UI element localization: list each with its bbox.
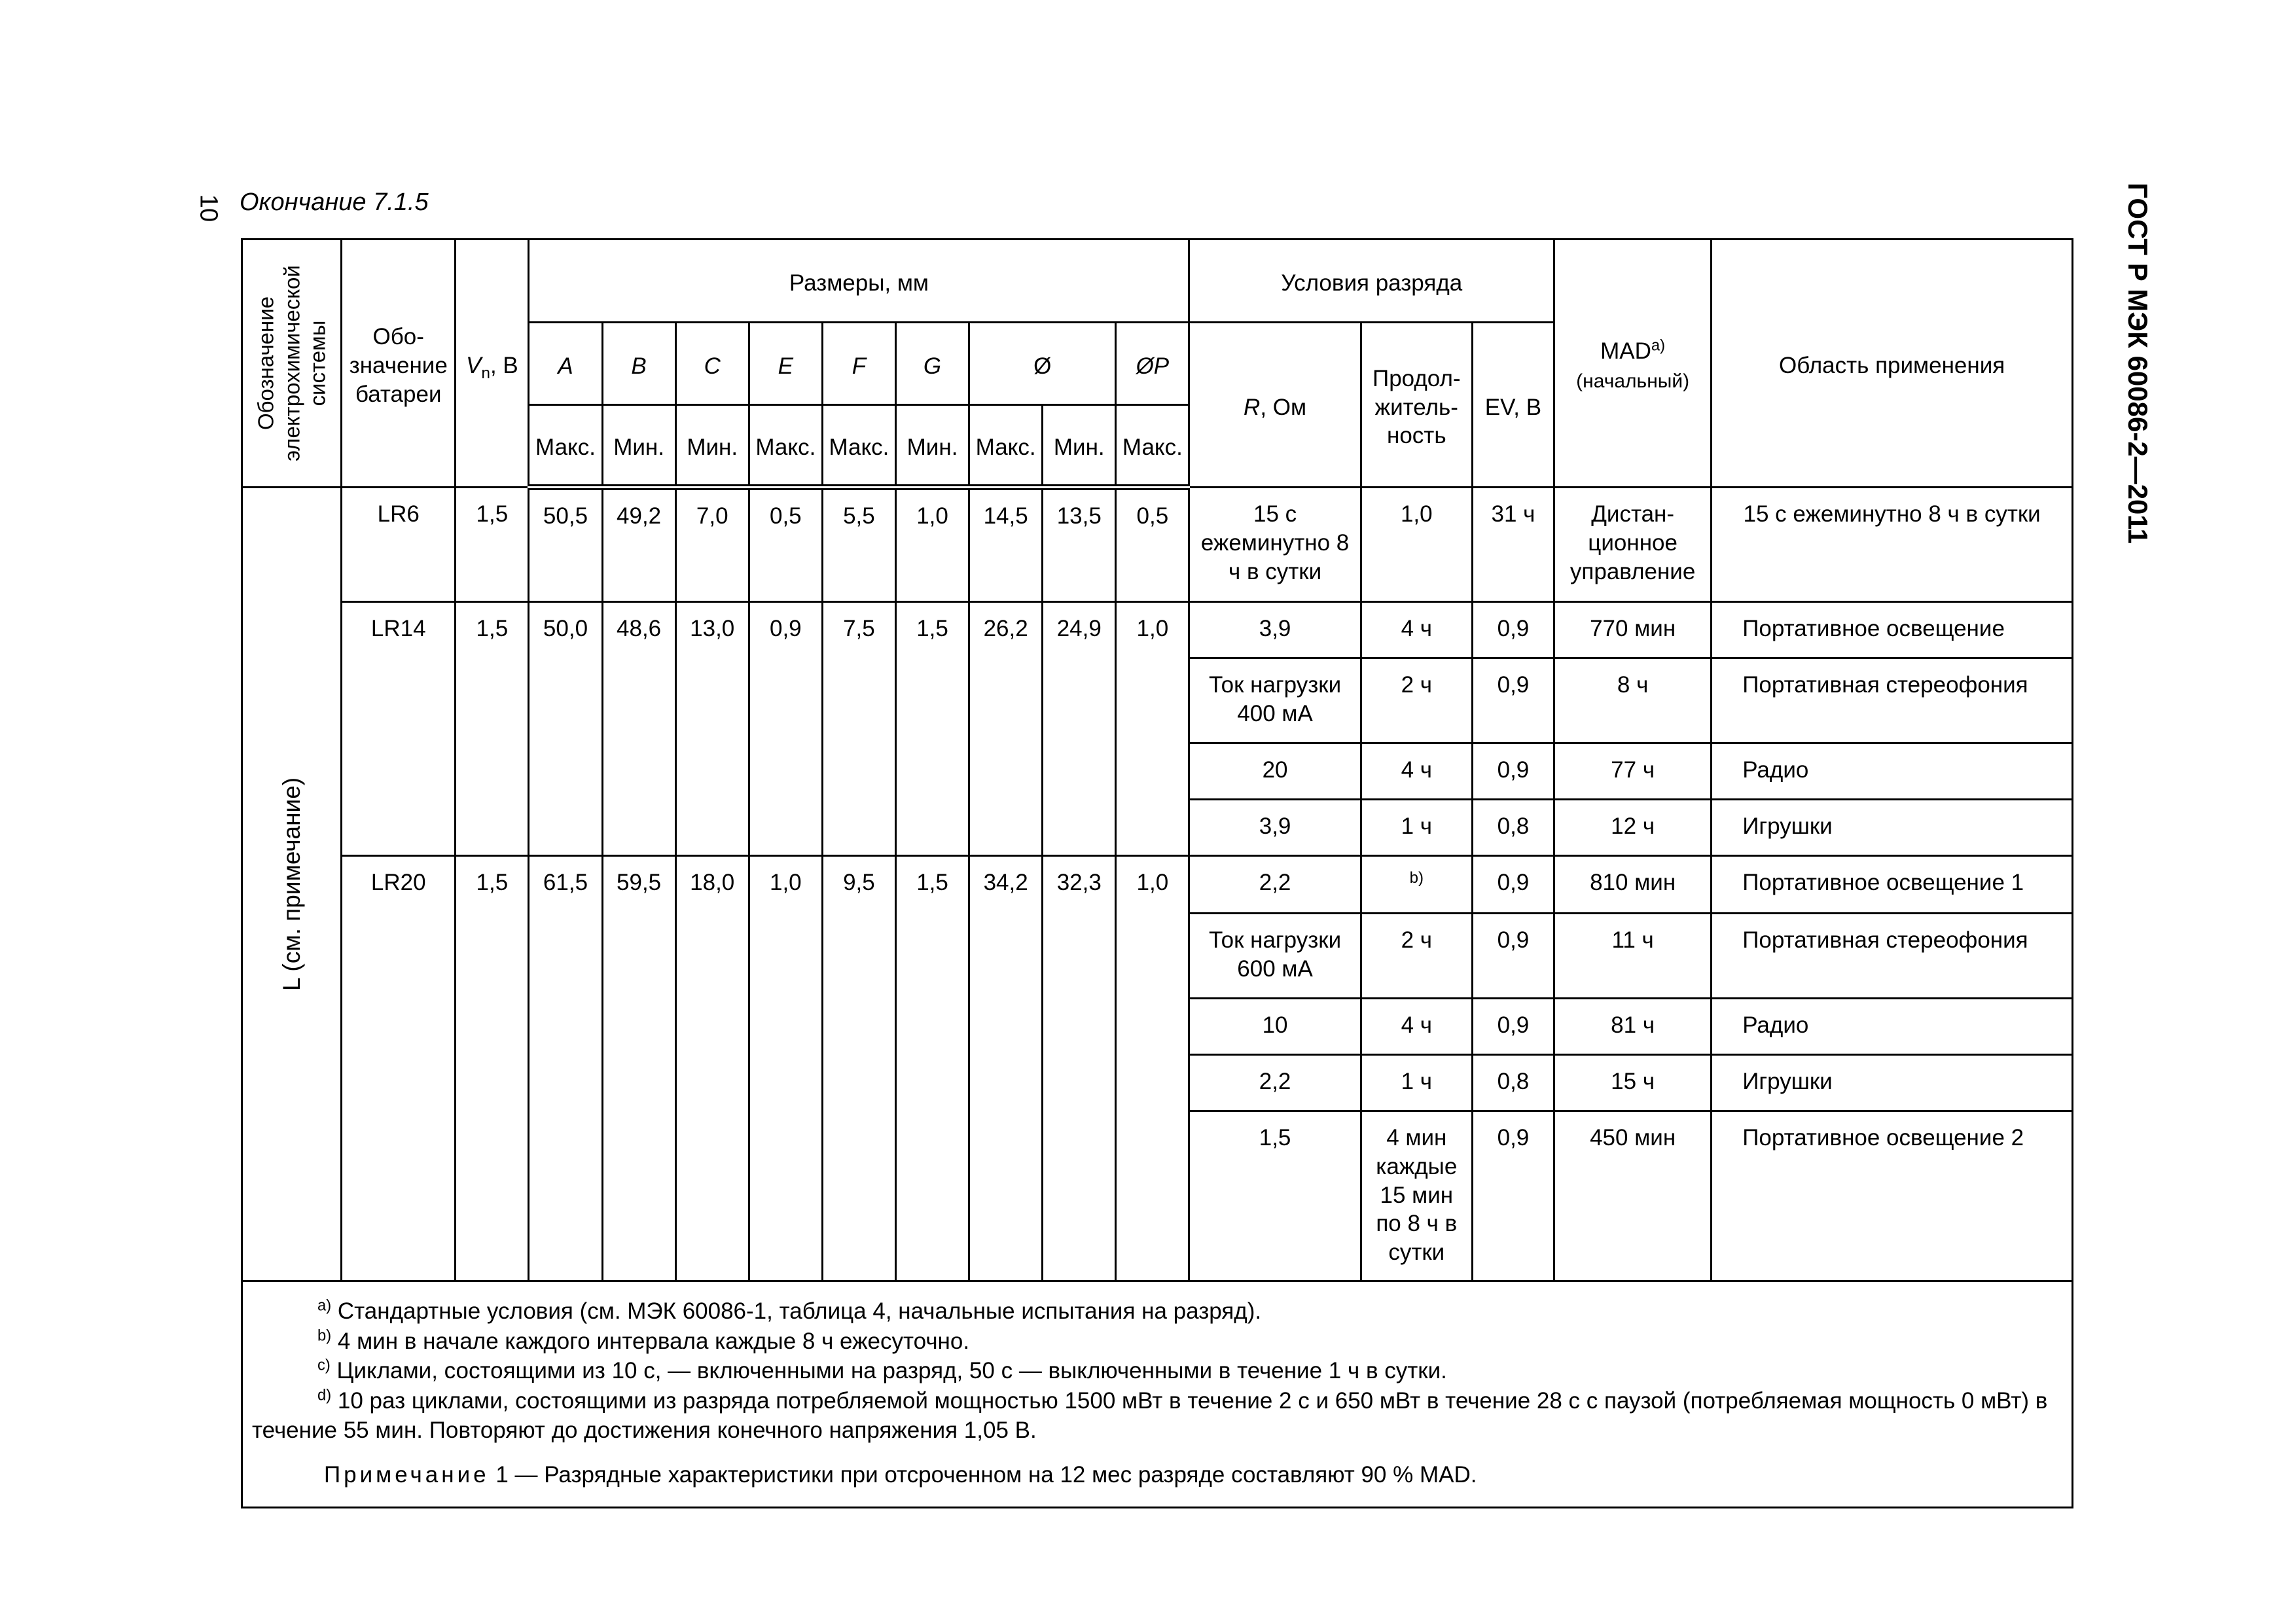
resistance: 2,2 <box>1189 1055 1361 1111</box>
mad-value: 770 мин <box>1554 602 1712 658</box>
resistance: 3,9 <box>1189 800 1361 856</box>
application: Радио <box>1712 743 2073 800</box>
header-limit: Макс. <box>529 405 602 488</box>
system-cell: L (см. примечание) <box>242 488 342 1281</box>
header-limit: Макс. <box>749 405 822 488</box>
mad-value: 450 мин <box>1554 1111 1712 1281</box>
application: Игрушки <box>1712 800 2073 856</box>
header-duration: Продол-житель-ность <box>1361 323 1472 488</box>
footnote: $^{c)}$ Циклами, состоящими из 10 с, — включенными на разряд, 50 с — выключенными в течение 1 ч в сутки. <box>317 1356 1447 1383</box>
header-limit: Мин. <box>1043 405 1116 488</box>
application: Портативная стереофония <box>1712 914 2073 999</box>
application: Портативная стереофония <box>1712 658 2073 743</box>
dim-value: 18,0 <box>675 856 749 1281</box>
mad-value: 12 ч <box>1554 800 1712 856</box>
end-voltage: 0,9 <box>1472 914 1554 999</box>
resistance: 10 <box>1189 999 1361 1055</box>
duration: 2 ч <box>1361 914 1472 999</box>
mad-value: 8 ч <box>1554 658 1712 743</box>
dim-value: 1,5 <box>895 856 969 1281</box>
end-voltage: 31 ч <box>1472 488 1554 602</box>
header-limit: Мин. <box>602 405 675 488</box>
resistance: Ток нагрузки 600 мА <box>1189 914 1361 999</box>
header-limit: Мин. <box>895 405 969 488</box>
dim-value: 7,0 <box>675 488 749 602</box>
mad-value: 77 ч <box>1554 743 1712 800</box>
battery-vn: 1,5 <box>456 602 529 856</box>
dim-value: 13,5 <box>1043 488 1116 602</box>
mad-value: 810 мин <box>1554 856 1712 914</box>
application: Портативное освещение <box>1712 602 2073 658</box>
resistance: 15 с ежеминутно 8 ч в сутки <box>1189 488 1361 602</box>
table-row <box>242 602 2073 658</box>
dim-value: 50,0 <box>529 602 602 856</box>
header-dim-b: B <box>602 323 675 405</box>
dim-value: 1,0 <box>1116 856 1189 1281</box>
end-voltage: 0,9 <box>1472 1111 1554 1281</box>
notes-cell <box>242 1281 2073 1508</box>
duration: 1,0 <box>1361 488 1472 602</box>
header-limit: Макс. <box>1116 405 1189 488</box>
header-limit: Макс. <box>969 405 1043 488</box>
notes-row <box>242 1281 2073 1508</box>
header-ev: EV, В <box>1472 323 1554 488</box>
header-dim-f: F <box>822 323 895 405</box>
footnote: $^{b)}$ 4 мин в начале каждого интервала каждые 8 ч ежесуточно. <box>317 1326 970 1354</box>
duration: 1 ч <box>1361 800 1472 856</box>
application: Портативное освещение 1 <box>1712 856 2073 914</box>
header-r-ohm: R, Ом <box>1189 323 1361 488</box>
resistance: 2,2 <box>1189 856 1361 914</box>
table-row <box>242 488 2073 602</box>
header-limit: Макс. <box>822 405 895 488</box>
application: Радио <box>1712 999 2073 1055</box>
dim-value: 9,5 <box>822 856 895 1281</box>
dim-value: 1,5 <box>895 602 969 856</box>
continuation-title: Окончание 7.1.5 <box>240 188 429 216</box>
header-vn: $V_n$, В <box>456 240 529 488</box>
header-mad: MAD$^{a)}$ (начальный) <box>1554 240 1712 488</box>
dim-value: 0,9 <box>749 602 822 856</box>
application: 15 с ежеминутно 8 ч в сутки <box>1712 488 2073 602</box>
battery-vn: 1,5 <box>456 488 529 602</box>
resistance: Ток нагрузки 400 мА <box>1189 658 1361 743</box>
end-voltage: 0,9 <box>1472 856 1554 914</box>
battery-vn: 1,5 <box>456 856 529 1281</box>
application: Игрушки <box>1712 1055 2073 1111</box>
end-voltage: 0,9 <box>1472 743 1554 800</box>
resistance: 20 <box>1189 743 1361 800</box>
mad-value: 15 ч <box>1554 1055 1712 1111</box>
duration: 4 ч <box>1361 999 1472 1055</box>
header-dim-a: A <box>529 323 602 405</box>
header-battery: Обо-значение батареи <box>342 240 456 488</box>
mad-value: 81 ч <box>1554 999 1712 1055</box>
dim-value: 48,6 <box>602 602 675 856</box>
duration: b) <box>1361 856 1472 914</box>
header-dim-diameter-p: ØP <box>1116 323 1189 405</box>
standard-designation: ГОСТ Р МЭК 60086-2—2011 <box>2123 183 2153 544</box>
battery-name: LR20 <box>342 856 456 1281</box>
end-voltage: 0,8 <box>1472 800 1554 856</box>
table-row <box>242 856 2073 914</box>
footnote: $^{d)}$ 10 раз циклами, состоящими из разряда потребляемой мощностью 1500 мВт в течение 2 с и 650 мВт в течение 28 с с паузой (потребляемая мощность 0 мВт) в течение 55 мин. Повторяют до достижения конечного напряжения 1,05 В. <box>252 1385 2048 1443</box>
mad-value: 11 ч <box>1554 914 1712 999</box>
duration: 4 ч <box>1361 743 1472 800</box>
end-voltage: 0,8 <box>1472 1055 1554 1111</box>
dim-value: 59,5 <box>602 856 675 1281</box>
header-dimensions: Размеры, мм <box>529 240 1189 323</box>
dim-value: 34,2 <box>969 856 1043 1281</box>
duration: 2 ч <box>1361 658 1472 743</box>
resistance: 1,5 <box>1189 1111 1361 1281</box>
dim-value: 1,0 <box>749 856 822 1281</box>
dim-value: 50,5 <box>529 488 602 602</box>
header-dim-g: G <box>895 323 969 405</box>
dim-value: 14,5 <box>969 488 1043 602</box>
dim-value: 0,5 <box>1116 488 1189 602</box>
application: Портативное освещение 2 <box>1712 1111 2073 1281</box>
dim-value: 61,5 <box>529 856 602 1281</box>
table-note: Примечание 1 — Разрядные характеристики при отсроченном на 12 мес разряде составляют 90 % MAD. <box>324 1461 1477 1488</box>
dim-value: 5,5 <box>822 488 895 602</box>
dim-value: 49,2 <box>602 488 675 602</box>
dim-value: 1,0 <box>1116 602 1189 856</box>
end-voltage: 0,9 <box>1472 999 1554 1055</box>
battery-name: LR6 <box>342 488 456 602</box>
resistance: 3,9 <box>1189 602 1361 658</box>
duration: 4 мин каждые 15 мин по 8 ч в сутки <box>1361 1111 1472 1281</box>
battery-table <box>241 238 2073 1508</box>
header-application: Область применения <box>1712 240 2073 488</box>
battery-name: LR14 <box>342 602 456 856</box>
header-discharge: Условия разряда <box>1189 240 1554 323</box>
header-limit: Мин. <box>675 405 749 488</box>
end-voltage: 0,9 <box>1472 658 1554 743</box>
header-system: Обозначение электрохимической системы <box>242 240 342 488</box>
dim-value: 26,2 <box>969 602 1043 856</box>
page-number: 10 <box>194 194 223 223</box>
header-dim-e: E <box>749 323 822 405</box>
dim-value: 1,0 <box>895 488 969 602</box>
footnote: $^{a)}$ Стандартные условия (см. МЭК 60086-1, таблица 4, начальные испытания на разряд). <box>317 1296 1262 1324</box>
end-voltage: 0,9 <box>1472 602 1554 658</box>
duration: 1 ч <box>1361 1055 1472 1111</box>
dim-value: 24,9 <box>1043 602 1116 856</box>
dim-value: 0,5 <box>749 488 822 602</box>
header-dim-c: C <box>675 323 749 405</box>
dim-value: 13,0 <box>675 602 749 856</box>
dim-value: 32,3 <box>1043 856 1116 1281</box>
mad-value: Дистан-ционное управление <box>1554 488 1712 602</box>
header-dim-diameter: Ø <box>969 323 1116 405</box>
dim-value: 7,5 <box>822 602 895 856</box>
duration: 4 ч <box>1361 602 1472 658</box>
